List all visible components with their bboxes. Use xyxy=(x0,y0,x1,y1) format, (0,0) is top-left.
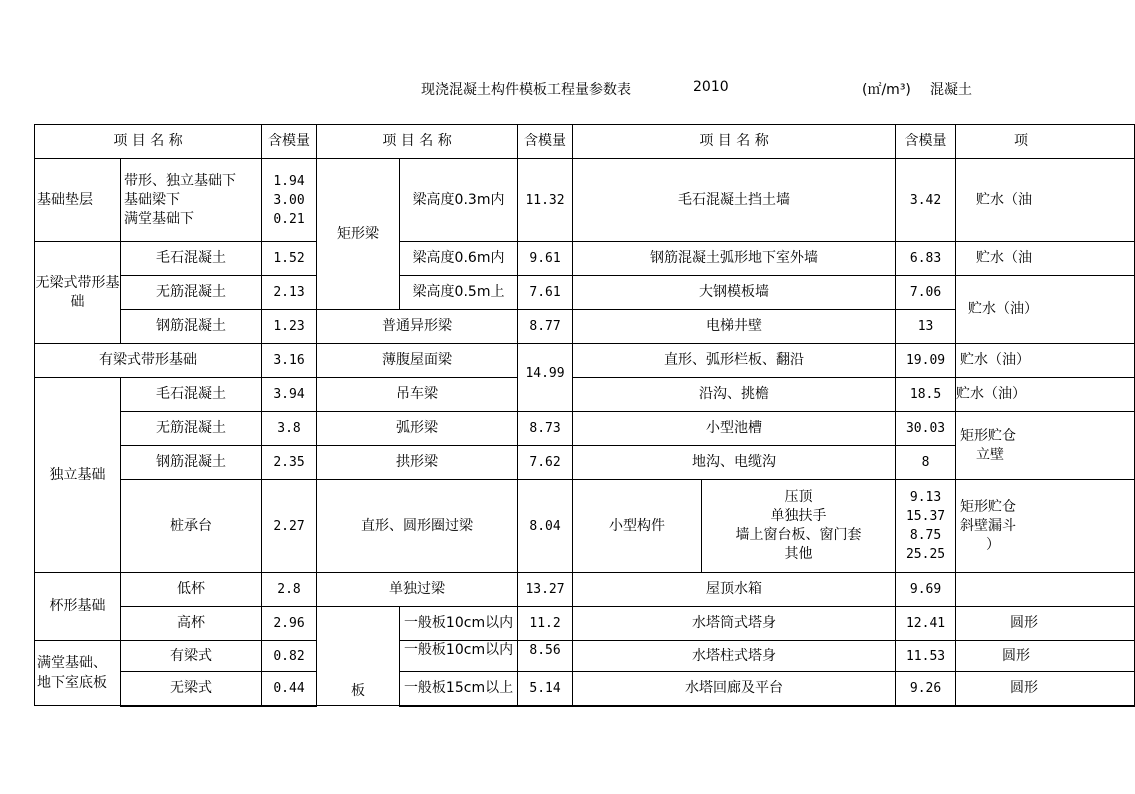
col-header-item-3: 项 目 名 称 xyxy=(573,125,896,159)
table-cell: 梁高度0.6m内 xyxy=(400,242,518,276)
table-cell: 矩形贮仓 斜壁漏斗 ） xyxy=(956,480,1135,573)
table-cell: 水塔筒式塔身 xyxy=(573,607,896,641)
row-group-ban: 板 xyxy=(317,607,400,706)
table-cell: 圆形 xyxy=(956,641,1135,672)
table-cell: 14.99 xyxy=(518,344,573,412)
table-cell: 直形、圆形圈过梁 xyxy=(317,480,518,573)
table-cell: 2.96 xyxy=(262,607,317,641)
table-cell: 水塔柱式塔身 xyxy=(573,641,896,672)
table-cell: 一般板10cm以内 xyxy=(400,641,518,672)
col-header-qty-3: 含模量 xyxy=(896,125,956,159)
table-cell: 普通异形梁 xyxy=(317,310,518,344)
table-cell: 11.53 xyxy=(896,641,956,672)
table-row xyxy=(35,378,1135,412)
row-group-duli: 独立基础 xyxy=(35,378,121,573)
table-cell: 3.42 xyxy=(896,159,956,242)
table-cell: 水塔回廊及平台 xyxy=(573,672,896,706)
table-row xyxy=(35,159,1135,242)
table-cell: 低杯 xyxy=(121,573,262,607)
table-cell: 梁高度0.3m内 xyxy=(400,159,518,242)
table-cell: 地沟、电缆沟 xyxy=(573,446,896,480)
table-row xyxy=(35,480,1135,573)
table-cell: 圆形 xyxy=(956,672,1135,706)
table-header-row xyxy=(35,125,1135,159)
unit-label: (㎡/m³) xyxy=(862,82,911,98)
parameter-table-wrapper xyxy=(34,124,1039,707)
table-cell: 2.8 xyxy=(262,573,317,607)
table-cell: 无梁式 xyxy=(121,672,262,706)
table-cell: 毛石混凝土挡土墙 xyxy=(573,159,896,242)
table-cell: 毛石混凝土 xyxy=(121,378,262,412)
table-row xyxy=(35,607,1135,641)
table-cell: 2.13 xyxy=(262,276,317,310)
xiaoxing-values: 9.13 15.37 8.75 25.25 xyxy=(896,480,956,573)
table-cell: 7.62 xyxy=(518,446,573,480)
table-cell xyxy=(956,573,1135,607)
table-cell: 单独过梁 xyxy=(317,573,518,607)
table-cell: 一般板10cm以内 xyxy=(400,607,518,641)
table-cell: 吊车梁 xyxy=(317,378,518,412)
table-cell: 13 xyxy=(896,310,956,344)
table-row xyxy=(35,242,1135,276)
table-cell: 9.61 xyxy=(518,242,573,276)
table-cell: 18.5 xyxy=(896,378,956,412)
row-group-wuliang: 无梁式带形基础 xyxy=(35,242,121,344)
table-cell: 无筋混凝土 xyxy=(121,276,262,310)
row-group-dianceng: 基础垫层 xyxy=(35,159,121,242)
table-row xyxy=(35,672,1135,706)
table-cell: 钢筋混凝土 xyxy=(121,310,262,344)
table-row xyxy=(35,344,1135,378)
table-cell: 1.52 xyxy=(262,242,317,276)
col-header-qty-2: 含模量 xyxy=(518,125,573,159)
table-cell: 贮水（油） xyxy=(956,344,1135,378)
table-cell: 19.09 xyxy=(896,344,956,378)
table-cell: 有梁式带形基础 xyxy=(35,344,262,378)
table-cell: 7.06 xyxy=(896,276,956,310)
table-cell: 0.82 xyxy=(262,641,317,672)
col-header-item-2: 项 目 名 称 xyxy=(317,125,518,159)
table-cell: 贮水（油 xyxy=(956,242,1135,276)
table-cell: 贮水（油） xyxy=(956,378,1135,412)
table-cell: 9.69 xyxy=(896,573,956,607)
dianceng-values: 1.94 3.00 0.21 xyxy=(262,159,317,242)
table-title: 现浇混凝土构件模板工程量参数表 xyxy=(421,82,631,98)
table-cell: 8 xyxy=(896,446,956,480)
table-cell: 梁高度0.5m上 xyxy=(400,276,518,310)
table-cell: 薄腹屋面梁 xyxy=(317,344,518,378)
table-cell: 3.94 xyxy=(262,378,317,412)
table-cell: 拱形梁 xyxy=(317,446,518,480)
parameter-table xyxy=(34,124,1135,707)
table-cell: 高杯 xyxy=(121,607,262,641)
table-cell: 2.35 xyxy=(262,446,317,480)
table-cell: 7.61 xyxy=(518,276,573,310)
table-cell: 圆形 xyxy=(956,607,1135,641)
table-row xyxy=(35,573,1135,607)
table-cell: 8.73 xyxy=(518,412,573,446)
table-cell: 毛石混凝土 xyxy=(121,242,262,276)
table-cell: 电梯井壁 xyxy=(573,310,896,344)
table-cell: 3.8 xyxy=(262,412,317,446)
table-cell: 贮水（油 xyxy=(956,159,1135,242)
table-cell: 6.83 xyxy=(896,242,956,276)
table-cell: 钢筋混凝土弧形地下室外墙 xyxy=(573,242,896,276)
table-cell: 桩承台 xyxy=(121,480,262,573)
table-cell: 8.77 xyxy=(518,310,573,344)
table-cell: 1.23 xyxy=(262,310,317,344)
col-header-item-1: 项 目 名 称 xyxy=(35,125,262,159)
table-cell: 8.04 xyxy=(518,480,573,573)
table-cell: 钢筋混凝土 xyxy=(121,446,262,480)
table-row xyxy=(35,276,1135,310)
table-cell: 30.03 xyxy=(896,412,956,446)
table-row xyxy=(35,641,1135,672)
table-cell: 直形、弧形栏板、翻沿 xyxy=(573,344,896,378)
table-cell: 贮水（油） xyxy=(956,276,1135,344)
table-cell: 11.2 xyxy=(518,607,573,641)
table-cell: 屋顶水箱 xyxy=(573,573,896,607)
row-group-beixing: 杯形基础 xyxy=(35,573,121,641)
row-group-mantang: 满堂基础、地下室底板 xyxy=(35,641,121,706)
table-row xyxy=(35,412,1135,446)
table-cell: 弧形梁 xyxy=(317,412,518,446)
table-cell: 大钢模板墙 xyxy=(573,276,896,310)
col-header-qty-1: 含模量 xyxy=(262,125,317,159)
table-cell: 3.16 xyxy=(262,344,317,378)
table-cell: 无筋混凝土 xyxy=(121,412,262,446)
table-cell: 一般板15cm以上 xyxy=(400,672,518,706)
category-label: 混凝土 xyxy=(930,82,972,98)
table-cell: 13.27 xyxy=(518,573,573,607)
dianceng-items: 带形、独立基础下 基础梁下 满堂基础下 xyxy=(121,159,262,242)
table-cell: 有梁式 xyxy=(121,641,262,672)
col-header-item-4: 项 xyxy=(956,125,1135,159)
table-cell: 12.41 xyxy=(896,607,956,641)
table-cell: 8.56 xyxy=(518,641,573,672)
row-group-xiaoxing: 小型构件 xyxy=(573,480,702,573)
table-cell: 11.32 xyxy=(518,159,573,242)
table-cell: 5.14 xyxy=(518,672,573,706)
table-cell: 2.27 xyxy=(262,480,317,573)
table-cell: 小型池槽 xyxy=(573,412,896,446)
row-group-juxing: 矩形梁 xyxy=(317,159,400,310)
xiaoxing-items: 压顶 单独扶手 墙上窗台板、窗门套 其他 xyxy=(702,480,896,573)
table-cell: 0.44 xyxy=(262,672,317,706)
table-cell: 9.26 xyxy=(896,672,956,706)
table-cell: 矩形贮仓 立壁 xyxy=(956,412,1135,480)
table-year: 2010 xyxy=(693,79,729,95)
table-cell: 沿沟、挑檐 xyxy=(573,378,896,412)
